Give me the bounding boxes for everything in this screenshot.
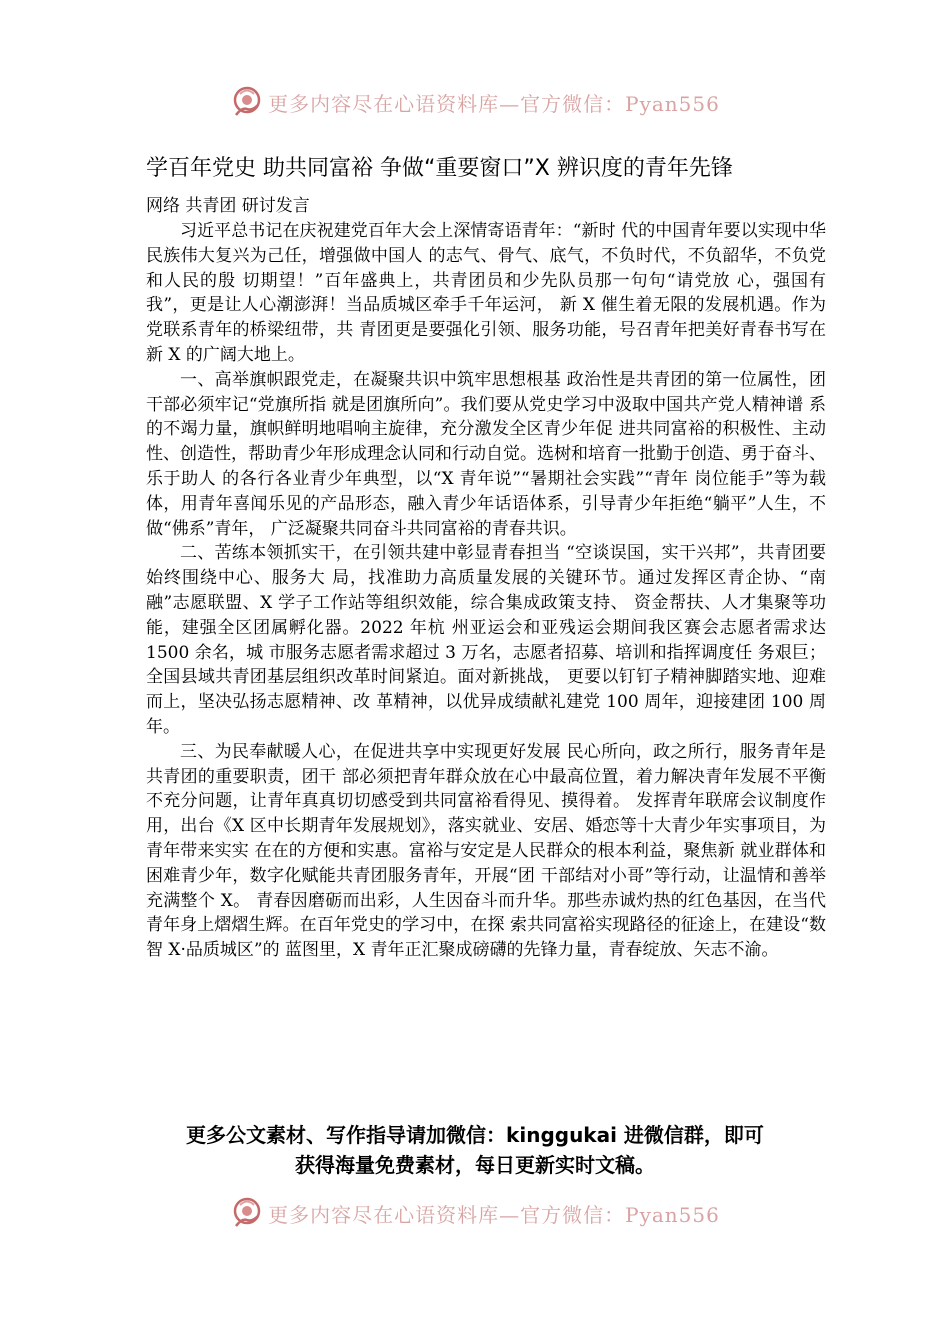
- header-banner-text: 更多内容尽在心语资料库—官方微信：Pyan556: [268, 91, 720, 116]
- paragraph-section-2: 二、苦练本领抓实干，在引领共建中彰显青春担当 “空谈误国，实干兴邦”，共青团要始终围绕中心、服务大 局，找准助力高质量发展的关键环节。通过发挥区青企协、“南 融”志愿联盟、X 学子工作站等组织效能，综合集成政策支持、 资金帮扶、人才集聚等功能，建强全区团属孵化器。2022 年杭 州亚运会和亚残运会期间我区赛会志愿者需求达 1500 余名，城 市服务志愿者需求超过 3 万名，志愿者招募、培训和指挥调度任 务艰巨；全国县域共青团基层组织改革时间紧迫。面对新挑战， 更要以钉钉子精神脚踏实地、迎难而上，坚决弘扬志愿精神、改 革精神，以优异成绩献礼建党 100 周年，迎接建团 100 周年。: [146, 543, 826, 737]
- paragraph-section-3: 三、为民奉献暖人心，在促进共享中实现更好发展 民心所向，政之所行，服务青年是共青团的重要职责，团干 部必须把青年群众放在心中最高位置，着力解决青年发展不平衡 不充分问题，让青年真真切切感受到共同富裕看得见、摸得着。 发挥青年联席会议制度作用，出台《X 区中长期青年发展规划》，落实就业、安居、婚恋等十大青少年实事项目，为青年带来实实 在在的方便和实惠。富裕与安定是人民群众的根本利益，聚焦新 就业群体和困难青少年，数字化赋能共青团服务青年，开展“团 干部结对小哥”等行动，让温情和善举充满整个 X。 青春因磨砺而出彩，人生因奋斗而升华。那些赤诚灼热的红色基因，在当代青年身上熠熠生辉。在百年党史的学习中，在探 索共同富裕实现路径的征途上，在建设“数智 X·品质城区”的 蓝图里，X 青年正汇聚成磅礴的先锋力量，青春绽放、矢志不渝。: [146, 741, 826, 961]
- footer-cta: [100, 1120, 850, 1180]
- header-banner: [0, 82, 950, 122]
- footer-banner: [0, 1193, 950, 1233]
- flower-logo-icon: [230, 1196, 264, 1230]
- paragraph-intro: 习近平总书记在庆祝建党百年大会上深情寄语青年：“新时 代的中国青年要以实现中华民族伟大复兴为己任，增强做中国人 的志气、骨气、底气，不负时代，不负韶华，不负党和人民的殷 切期望！”百年盛典上，共青团员和少先队员那一句句“请党放 心，强国有我”，更是让人心潮澎湃！当品质城区牵手千年运河， 新 X 催生着无限的发展机遇。作为党联系青年的桥梁纽带，共 青团更是要强化引领、服务功能，号召青年把美好青春书写在新 X 的广阔大地上。: [146, 221, 826, 365]
- document-body: [146, 219, 826, 963]
- footer-cta-line-1: 更多公文素材、写作指导请加微信：kinggukai 进微信群，即可: [186, 1123, 764, 1147]
- footer-banner-text: 更多内容尽在心语资料库—官方微信：Pyan556: [268, 1202, 720, 1227]
- flower-logo-icon: [230, 85, 264, 119]
- document-tags: 网络 共青团 研讨发言: [146, 196, 310, 216]
- footer-cta-line-2: 获得海量免费素材，每日更新实时文稿。: [295, 1153, 655, 1177]
- document-title: 学百年党史 助共同富裕 争做“重要窗口”X 辨识度的青年先锋: [146, 156, 733, 181]
- paragraph-section-1: 一、高举旗帜跟党走，在凝聚共识中筑牢思想根基 政治性是共青团的第一位属性，团干部必须牢记“党旗所指 就是团旗所向”。我们要从党史学习中汲取中国共产党人精神谱 系的不竭力量，旗帜鲜明地唱响主旋律，充分激发全区青少年促 进共同富裕的积极性、主动性、创造性，帮助青少年形成理念认同和行动自觉。选树和培育一批勤于创造、勇于奋斗、乐于助人 的各行各业青少年典型，以“X 青年说”“暑期社会实践”“青年 岗位能手”等为载体，用青年喜闻乐见的产品形态，融入青少年话语体系，引导青少年拒绝“躺平”人生，不做“佛系”青年， 广泛凝聚共同奋斗共同富裕的青春共识。: [146, 369, 826, 539]
